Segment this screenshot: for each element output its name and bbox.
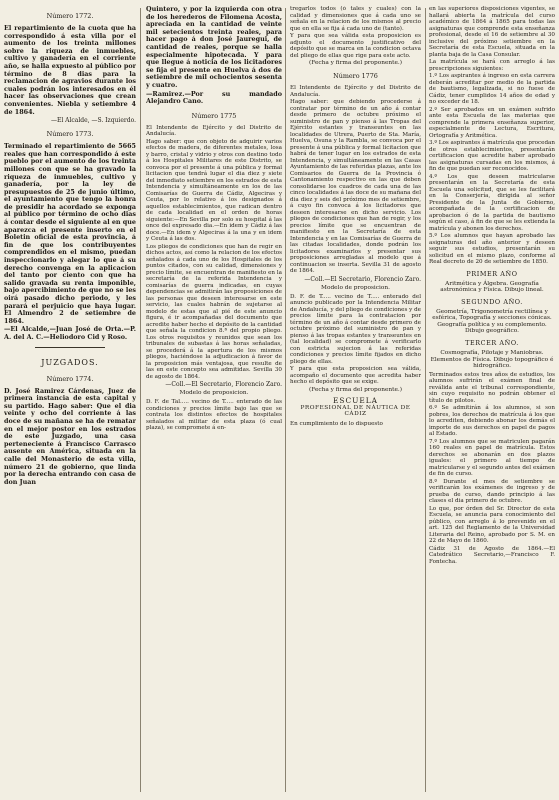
notice-signature: —El Alcalde, —S. Izquierdo. bbox=[50, 117, 136, 125]
model-heading: Modelo de proposicion. bbox=[321, 284, 390, 291]
rule-item: 5.º Los alumnos que hayan aprobado las asignaturas del año anterior y deseen seguir sus estudios, presentarán su solicitud en el mismo plazo, conforme al Real decreto de 20 de setiembre de 1850. bbox=[429, 233, 555, 265]
notice-text: tregarlos todos (ó tales y cuales) con la calidad y dimensiones que á cada uno se señala en la relacion de los mismos al precio que en ella se fija á cada uno de (tanto). bbox=[290, 6, 421, 32]
column-rule bbox=[140, 8, 141, 792]
notice-text: El repartimiento de la cuota que ha correspondido á esta villa por el aumento de los treinta millones sobre la riqueza de inmuebles, cultivo y ganadería en el corriente año, se halla expuesto al público por término de 8 dias para la reclamacion de agravios durante los cuales podrán los interesados en él hacer las observaciones que crean convenientes. Niebla y setiembre 4 de 1864. bbox=[4, 24, 136, 116]
school-heading: ESCUELA bbox=[333, 395, 378, 405]
column-4 bbox=[429, 6, 555, 794]
notice-number: Número 1772. bbox=[46, 12, 94, 20]
rule-item: 3.º Los aspirantes á matrícula que procedan de otros establecimientos, presentarán certificacion que acredite haber aprobado las asignaturas cursadas en los mismos, á fin de que puedan ser reconocidos. bbox=[429, 140, 555, 172]
notice-intro: El Intendente de Ejército y del Distrito de Andalucía. bbox=[290, 85, 421, 98]
date-signature-line: (Fecha y firma del proponente.) bbox=[309, 386, 402, 393]
rule-item: 1.º Los aspirantes á ingreso en esta carrera deberán acreditar por medio de la partida de bautismo, legalizada, si no fuese de Cádiz, tener cumplidos 14 años de edad y no exceder de 18. bbox=[429, 73, 555, 105]
notice-signature: —El Alcalde,—Juan José de Orta.—P. A. del A. C.—Heliodoro Cid y Roso. bbox=[4, 325, 136, 341]
notice-text: Hago saber: que debiendo procederse á contratar por término de un año á contar desde primero de octubre próximo el suministro de pan y pienso á las Tropas del Ejército estantes y transeuntes en las localidades de Utrera, Puerto de Sta. María, Huelva, Osuna y la Rambla, se convoca por el presente á una pública y formal licitacion que habrá de tener lugar en los estrados de esta Intendencia, y simultáneamente en las Casas Ayuntamiento de las referidas plazas, ante los Comisarios de Guerra de la Provincia ó Cantonamiento respectivo en las que deben consolidarse los cuadros de cada una de las cinco localidades á las doce de su mañana del dia diez y seis del próximo mes de setiembre, á cuyo fin convoca á los licitadores que deseen interesarse en dicho servicio. Los pliegos de condiciones que han de regir, y los precios límite que se encuentran de manifiesto en la Secretaría de esta Intendencia y en las Comisarías de Guerra de las citadas localidades, donde podrán los licitadores examinarlos y presentar sus proposiciones arregladas al modelo que á continuacion se inserta. Sevilla 31 de agosto de 1864. bbox=[290, 99, 421, 274]
separator bbox=[35, 347, 105, 348]
subject-list: Cosmografía, Pilotaje y Maniobras. Elementos de Física. Dibujo topográfico é hidrográfico. bbox=[430, 350, 554, 370]
notice-number: Número 1773. bbox=[46, 130, 94, 139]
rule-item: 6.º Se admitirán á los alumnos, si son pobres, los derechos de matrícula á los que lo acrediten, debiendo abonar los demás el importe de sus derechos en papel de pagos al Estado. bbox=[429, 405, 555, 438]
model-heading: Modelo de proposicion. bbox=[179, 390, 249, 397]
year-heading: SEGUNDO AÑO. bbox=[461, 297, 523, 306]
notice-text: En cumplimiento de lo dispuesto bbox=[290, 420, 383, 427]
notice-text: Terminado el repartimiento de 5665 reales que han correspondido á este pueblo por el aumento de los treinta millones con que se ha gravado la riqueza de inmuebles, cultivo y ganadería, por la ley de presupuestos de 25 de junio último, el ayuntamiento que tengo la honra de presidir ha acordado se exponga al público por término de ocho dias á contar desde el siguiente al en que aparezca el presente inserto en el Boletin oficial de esta provincia, á fin de que los contribuyentes comprendidos en el mismo, puedan inspeccionarlo y alegar lo que á su derecho convenga en la aplicacion del tanto por ciento con que ha salido gravada su renta imponible, bajo apercibimiento de que no se les oirá pasado dicho periodo, y les parará el perjuicio que haya lugar. El Almendro 2 de setiembre de 1864. bbox=[4, 142, 136, 325]
notice-text: en las superiores disposiciones vigentes, se hallará abierta la matrícula del curso académico de 1864 á 1865 para todas las asignaturas que comprende esta enseñanza profesional, desde el 16 de setiembre al 30 inclusive del próximo setiembre en la Secretaría de esta Escuela, situada en la planta baja de la Casa Consular. bbox=[429, 6, 555, 58]
notice-text: D. F. de Tal..... vecino de T..... enterado de las condiciones y precios límite bajo las que se contrata los distintos efectos de hospitales señalados al militar de esta plaza (ó cual plaza), se compromete á en- bbox=[146, 399, 282, 432]
subject-list: Geometría, Trigonometría rectilínea y esférica, Topografía y secciones cónicas. Geografía política y su complemento. Dibujo geográfico. bbox=[432, 308, 552, 335]
column-3 bbox=[290, 6, 421, 794]
subject-list: Aritmética y Álgebra. Geografía astronómica y Física. Dibujo lineal. bbox=[440, 280, 544, 294]
rule-item: 7.º Los alumnos que se matriculen pagarán 160 reales en papel de matrícula. Estos derechos se abonarán en dos plazos iguales: el primero al tiempo de matricularse y el segundo antes del exámen de fin de curso. bbox=[429, 438, 555, 478]
notice-number: Número 1775 bbox=[191, 111, 237, 120]
notice-number: Número 1774. bbox=[46, 374, 94, 383]
notice-text: Terminados estos tres años de estudios, los alumnos sufrirán el exámen final de reválida ante el tribunal correspondiente, sin cuyo requisito no podrán obtener el título de pilotos. bbox=[429, 371, 555, 404]
notice-text: Los pliegos de condiciones que han de regir en dichos actos, así como la relacion de los efectos señalados á cada uno de los Hospitales de los puntos citados, con su calidad, dimensiones y precio límite, se encuentran de manifiesto en la secretaría de la referida Intendencia y comisarías de guerra indicadas, en cuyas dependencias se admitirán las proposiciones de las personas que deseen interesarse en este servicio, las cuales habrán de sujetarse al modelo de estas que al pié de este anuncio figura, é ir acompañadas del documento que acredite haber hecho el depósito de la cantidad que señala la condicion 8.ª del propio pliego. Los otros requisitos y reunidos que sean los tribunales de subastas á las horas señaladas, se procederá á la apertura de los mismos pliegos, haciéndose la adjudicacion á favor de la proposicion más ventajosa, que resulte de las en este concepto sea admitidas. Sevilla 30 de agosto de 1864. bbox=[146, 243, 282, 380]
notice-text: Quintero, y por la izquierda con otra de los herederos de Filomena Acosta, apreciada en la cantidad de veinte mil setecientos treinta reales, para hacer pago á don José Jauregui, de cantidad de reales, porque se halla especialmente hipotecada. Y para que llegue á noticia de los licitadores se fija el presente en Huelva á dos de setiembre de mil ochocientos sesenta y cuatro. bbox=[146, 6, 282, 89]
section-heading: JUZGADOS. bbox=[41, 357, 99, 367]
rule-item: 8.º Durante el mes de setiembre se verificarán los exámenes de ingreso y de prueba de curso, dando principio á las clases el dia primero de octubre. bbox=[429, 478, 555, 505]
notice-signature: Cádiz 31 de Agosto de 1864.—El Catedrático Secretario,—Francisco F. Fontecha. bbox=[429, 545, 555, 565]
date-signature-line: (Fecha y firma del proponente.) bbox=[309, 60, 402, 66]
notice-text: Hago saber: que con objeto de adquirir varios efectos de madera, de diferentes metales, losa y barro, cristal y vidrio y otros con destino todo á los Hospitales Militares de este Distrito, se convoca por el presente á una pública y formal licitacion que tendrá lugar el dia diez y siete del inmediato setiembre en los estrados de esta Intendencia y simultáneamente en los de las Comisarías de Guerra de Cádiz, Algeciras y Ceuta, por lo relativo á los designados á aquellos establecimientos, que radican dentro de cada localidad en el orden de horas siguiente:—En Sevilla por solo su hospital á las once del expresado dia.—En idem y Cádiz á las doce.—En idem y Algeciras á la una y en idem y Ceuta á las dos. bbox=[146, 138, 282, 243]
column-rule bbox=[285, 8, 286, 792]
notice-text: Y para que esta proposicion sea válida, acompaño el documento que acredita haber hecho el depósito que se exige. bbox=[290, 366, 421, 385]
notice-signature: —Ramirez.—Por su mandado Alejandro Cano. bbox=[146, 89, 282, 106]
year-heading: PRIMER AÑO bbox=[466, 269, 518, 278]
column-rule bbox=[425, 8, 426, 792]
year-heading: TERCER AÑO. bbox=[465, 339, 519, 348]
notice-text: La matrícula se hará con arreglo á las prescripciones siguientes: bbox=[429, 59, 555, 72]
notice-signature: —Coll.—El Secretario, Florencio Zaro. bbox=[165, 381, 282, 389]
notice-text: Y para que sea válida esta proposicion es adjunto el documento justificativo del depósito que se marca en la condicion octava del pliego de ellas que rige para este acto. bbox=[290, 33, 421, 59]
notice-text: Lo que, por órden del Sr. Director de esta Escuela, se anuncia para conocimiento del público, con arreglo á lo prevenido en el art. 125 del Reglamento de la Universidad Literaria del Reino, aprobado por S. M. en 22 de Mayo de 1860. bbox=[429, 505, 555, 545]
column-1 bbox=[4, 6, 136, 794]
notice-text: D. José Ramirez Cárdenas, Juez de primera instancia de esta capital y su partido. Hago saber: Que el dia veinte y ocho del corriente á las doce de su mañana se ha de rematar en el mejor postor en los estrados de este Juzgado, una casa perteneciente á Francisco Carrasco ausente en América, situada en la calle del Monasterio de esta villa, número 21 de gobierno, que linda por la derecha entrando con casa de don Juan bbox=[4, 386, 136, 486]
notice-signature: —Coll.—El Secretario, Florencio Zaro. bbox=[304, 275, 421, 283]
notice-intro: El Intendente de Ejército y del Distrito de Andalucía. bbox=[146, 124, 282, 138]
notice-text: D. F. de T..... vecino de T..... enterado del anuncio publicado por la Intendencia Militar de Andalucía, y del pliego de condiciones y de precios límite para la contratacion por término de un año á contar desde primero de octubre próximo del suministro de pan y pienso á las tropas estantes y transeuntes en (tal localidad) se compromete á verificarlo con estricta sujecion á las referidas condiciones y precios límite fijados en dicho pliego de ellas. bbox=[290, 293, 421, 365]
school-subheading: PROFESIONAL DE NÁUTICA DE CÁDIZ bbox=[300, 404, 411, 417]
rule-item: 2.º Ser aprobados en un exámen sufrido ante esta Escuela de las materias que comprende la primera enseñanza superior, especialmente de Lectura, Escritura, Ortografía y Aritmética. bbox=[429, 106, 555, 139]
column-2 bbox=[146, 6, 282, 794]
notice-number: Número 1776 bbox=[333, 72, 378, 80]
rule-item: 4.º Los que deseen matricularse presentarán en la Secretaría de esta Escuela una solicitud, que se les facilitará en la Conserjería, dirigida al señor Presidente de la Junta de Gobierno, acompañada de la certificacion de aprobacion ó de la partida de bautismo según el caso, á fin de que se les extienda la matrícula y abonen los derechos. bbox=[429, 173, 555, 232]
